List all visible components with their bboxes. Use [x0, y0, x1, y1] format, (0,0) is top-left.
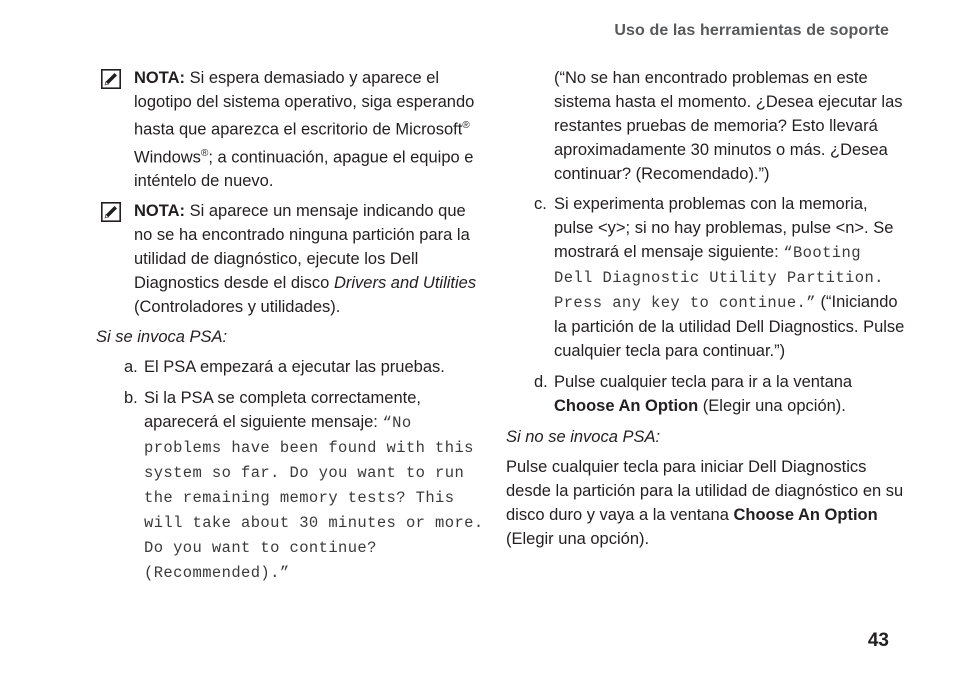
- system-message: “No problems have been found with this system so far. Do you want to run the remaining memory tests? This will take about 30 minutes or more. Do you want to continue? (Recommended).”: [144, 414, 484, 582]
- list-marker: d.: [534, 373, 548, 391]
- list-item-c-body: Si experimenta problemas con la memoria, pulse <y>; si no hay problemas, pulse <n>. Se mostrará el mensaje siguiente:: [554, 195, 894, 261]
- registered-mark: ®: [200, 147, 209, 159]
- note-label: NOTA:: [134, 69, 186, 87]
- list-item-a: [96, 355, 486, 379]
- note-2: [96, 199, 486, 319]
- pencil-note-icon: [101, 69, 121, 89]
- list-item-d-text: [554, 370, 906, 418]
- note-1-body: Si espera demasiado y aparece el logotipo del sistema operativo, siga esperando hasta que aparezca el escritorio de Microsoft: [134, 69, 475, 139]
- right-column: [506, 66, 906, 557]
- final-paragraph-body: Pulse cualquier tecla para iniciar Dell Diagnostics desde la partición para la utilidad de diagnóstico en su disco duro y vaya a la ventana: [506, 458, 904, 524]
- list-marker: a.: [124, 358, 138, 376]
- list-item-b-body: Si la PSA se completa correctamente, aparecerá el siguiente mensaje:: [144, 389, 421, 431]
- list-marker: c.: [534, 195, 547, 213]
- running-header: Uso de las herramientas de soporte: [614, 22, 889, 39]
- note-1-tail: ; a continuación, apague el equipo e inténtelo de nuevo.: [134, 148, 474, 190]
- note-1-text: [134, 66, 486, 193]
- message-translation: (“No se han encontrado problemas en este sistema hasta el momento. ¿Desea ejecutar las restantes pruebas de memoria? Esto llevará aproximadamente 30 minutos o más. ¿Desea continuar? (Recomendado).”): [554, 69, 903, 183]
- window-name: Choose An Option: [733, 506, 878, 524]
- list-item-d-body: Pulse cualquier tecla para ir a la ventana: [554, 373, 853, 391]
- list-item-c-text: [554, 192, 906, 363]
- left-column: [96, 66, 486, 592]
- no-psa-heading: Si no se invoca PSA:: [506, 428, 661, 446]
- note-label: NOTA:: [134, 202, 186, 220]
- list-marker: b.: [124, 389, 138, 407]
- registered-mark: ®: [462, 120, 470, 131]
- list-item-c: [506, 192, 906, 363]
- pencil-note-icon: [101, 202, 121, 222]
- window-name: Choose An Option: [554, 397, 699, 415]
- list-item-d: [506, 370, 906, 418]
- note-1-windows: Windows: [134, 148, 201, 166]
- list-item-b: [96, 386, 486, 585]
- list-item-b-text: [144, 386, 486, 585]
- note-2-body: Si aparece un mensaje indicando que no se ha encontrado ninguna partición para la utilidad de diagnóstico, ejecute los Dell Diagnostics desde el disco: [134, 202, 470, 292]
- list-item-d-tail: (Elegir una opción).: [698, 397, 846, 415]
- system-message: “Booting Dell Diagnostic Utility Partition. Press any key to continue.”: [554, 244, 884, 312]
- message-translation: (“Iniciando la partición de la utilidad Dell Diagnostics. Pulse cualquier tecla para continuar.”): [554, 293, 905, 360]
- note-2-text: [134, 199, 486, 319]
- disc-title: Drivers and Utilities: [333, 274, 477, 292]
- note-1: [96, 66, 486, 193]
- list-item-a-text: El PSA empezará a ejecutar las pruebas.: [144, 358, 445, 376]
- page-number: 43: [867, 630, 889, 651]
- final-paragraph-tail: (Elegir una opción).: [506, 530, 650, 548]
- psa-heading: Si se invoca PSA:: [96, 328, 228, 346]
- final-paragraph: [506, 455, 906, 551]
- note-2-tail: (Controladores y utilidades).: [134, 298, 341, 316]
